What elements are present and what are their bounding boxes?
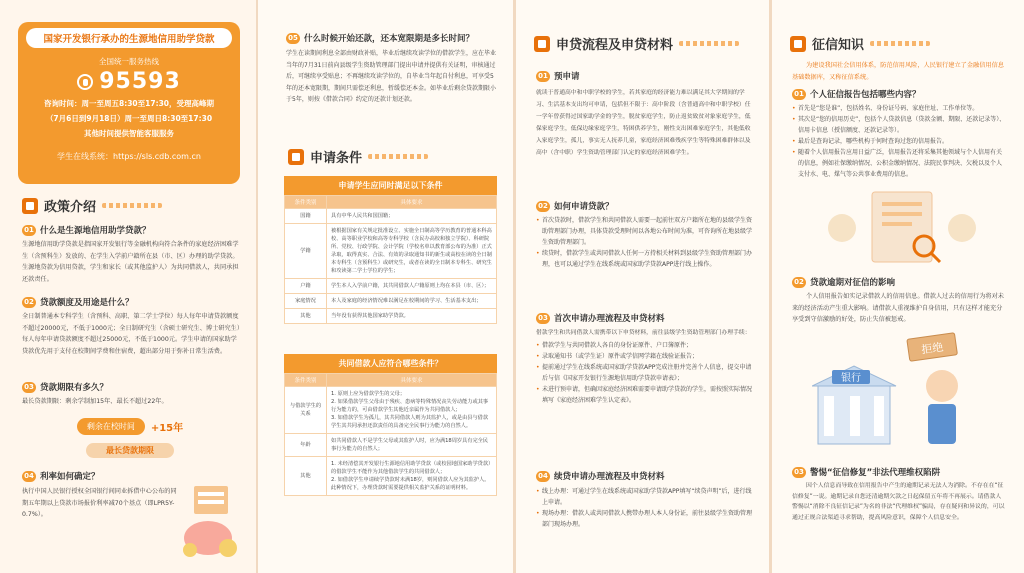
heading-decoration-3 <box>679 41 739 46</box>
table2-col-req: 具体要求 <box>327 374 497 387</box>
coborrower-conditions-table <box>284 354 497 496</box>
step-3-text: 借款学生和共同借款人需携带以下申贷材料，前往县级学生资助管理部门办理手续： <box>536 330 751 336</box>
table2-title: 共同借款人应符合哪些条件？ <box>284 354 497 373</box>
panel-policy <box>0 0 256 573</box>
table2-col-type: 条件类别 <box>285 374 327 387</box>
hotline-card <box>18 22 240 184</box>
loan-term-diagram <box>40 418 220 457</box>
credit-answer-3: 因个人信息而导致在信用报告中产生的逾期记录无法人为消除。不存在在“征信修复”一说。逾期记录自您还清逾期欠款之日起保留五年将不再展示。请借款人警惕以“消除不良征信记录”为名的非法“代理维权”骗局，存在疑问和异议的，可以通过正规合法渠道寻求帮助，提高风险意识，保障个人信息安全。 <box>792 483 1005 521</box>
process-heading-text: 申贷流程及申贷材料 <box>556 38 674 53</box>
bank-sign: 银行 <box>841 373 861 384</box>
step-2: 02 如何申请贷款？ <box>536 200 752 212</box>
table-row: 年龄 如共同借款人不是学生父母或其监护人时，应为满18周岁具有完全民事行为能力的自然人； <box>285 434 497 457</box>
hours-line-1: 咨询时间：周一至周五8:30至17:30，受理高峰期 <box>43 99 215 108</box>
remaining-time-pill: 剩余在校时间 <box>77 418 145 435</box>
conditions-heading-text: 申请条件 <box>310 151 363 166</box>
credit-report-illustration <box>812 188 992 266</box>
question-3: 03 贷款期限有多久？ <box>22 381 240 393</box>
answer-3: 最长贷款期限：剩余学制加15年、最长不超过22年。 <box>22 398 168 405</box>
list-item: • 其次是“您的信用历史”，包括个人贷款信息（贷款金额、期限、还款记录等）、信用卡信息（授信额度、还款记录等）。 <box>792 114 1006 136</box>
step-1: 01 预申请 <box>536 70 752 82</box>
list-item: • 借款学生与共同借款人各自的身份证原件、户口簿原件； <box>536 340 752 351</box>
credit-intro: 为建设我国社会信用体系，防范信用风险，人民银行建立了金融信用信息基础数据库，又称征信系统。 <box>792 62 1004 81</box>
table1-title: 申请学生应同时满足以下条件 <box>284 176 497 195</box>
phone-icon <box>77 74 93 90</box>
heading-decoration-2 <box>368 154 428 159</box>
panel-process <box>516 0 769 573</box>
table1-col-req: 具体要求 <box>327 196 497 209</box>
answer-1: 生源地信用助学贷款是指国家开发银行等金融机构向符合条件的家庭经济困难学生（含预科生）发放的、在学生入学前户籍所在县（市、区）办理的助学贷款。生源地贷款为信用贷款，学生和家长（或其他监护人）为共同借款人，共同承担还款责任。 <box>22 241 239 283</box>
credit-question-1: 01 个人征信报告包括哪些内容？ <box>792 88 1006 100</box>
hotline-number[interactable]: 95593 <box>99 69 181 94</box>
table-row: 学籍 被根据国家有关规定批准设立、实施全日制高等学历教育的普通本科高校、高等职业学校和高等专科学校（含民办高校和独立学院）、科研院所、党校、行政学院、会计学院（学校名单以教育部公布的为准）正式录取，取得真实、合法、有效的录取通知书的新生或高校在读的全日制本专科生（含预科生）或研究生，或者在读的全日制本专科生、研究生和攻读第二学士学位的学生； <box>285 224 497 279</box>
table1-col-type: 条件类别 <box>285 196 327 209</box>
credit-answer-2: 个人信用报告如实记录借款人的信用信息。借款人过去的信用行为将对未来的经济活动产生重大影响。请借款人重视维护自身信用，只有这样才能充分享受到守信激励的好处，防止失信被惩戒。 <box>792 293 1004 323</box>
list-item: • 首先是“您是谁”，包括姓名、身份证号码、家庭住址、工作单位等。 <box>792 103 1006 114</box>
heading-decoration <box>102 203 162 208</box>
credit-heading <box>790 34 930 53</box>
question-1: 01 什么是生源地信用助学贷款？ <box>22 224 240 236</box>
step-1-text: 就读于普通高中和中职学校的学生，若其家庭的经济能力难以满足其大学期间的学习、生活基本支出均可申请，包括但不限于：高中阶段（含普通高中和中职学校）任一学年曾获得过国家助学金的学生，脱贫家庭学生，防止返贫致贫对象家庭学生，低保家庭学生，低保边缘家庭学生，特困供养学生，刚性支出困难家庭学生，其他低收入家庭学生，孤儿，事实无人抚养儿童，家庭经济困难残疾学生等特殊困难群体以及高中（含中职）学生资助管理部门认定的家庭经济困难学生。 <box>536 90 751 156</box>
list-item: • 未进行预申请，但确因家庭经济困难需要申请助学贷款的学生，需按照实际情况填写《家庭经济困难学生认定表》。 <box>536 384 752 406</box>
credit-heading-text: 征信知识 <box>812 38 865 53</box>
pen-icon <box>288 149 304 165</box>
table-row: 其他 1. 未经清偿其开发银行生源地信用助学贷款（或校园地国家助学贷款）的借款学生不能作为其他借款学生的共同借款人； 2. 如借款学生申请续学贷款时未满18岁，则同借款人应为其监护人。此种情况下，办理贷款时需要提供相关监护关系的证明材料。 <box>285 457 497 496</box>
process-heading <box>534 34 739 53</box>
list-item: • 录取通知书（或学生证）原件或学信网学籍在线验证报告； <box>536 351 752 362</box>
question-5: 05 什么时候开始还款，还本宽限期是多长时间？ <box>286 32 496 44</box>
answer-2: 全日制普通本专科学生（含预科、高职、第二学士学位）每人每年申请贷款额度不超过20000元，不低于1000元；全日制研究生（含硕士研究生、博士研究生）每人每年申请贷款额度不超过25000元，不低于1000元。学生申请的国家助学贷款优先用于支付在校期间学费和住宿费，超出部分用于弥补日常生活费。 <box>22 313 240 355</box>
table-row: 与借款学生的关系 1. 原则上应为借款学生的父母； 2. 如果借款学生父母由于残疾、患病等特殊情况丧失劳动能力或其事行为能力的，可由借款学生其他近亲属作为共同借款人； 3. 如借款学生为孤儿，其共同借款人则为其监护人，或是由县与借款学生其共同承担还款责任的具备完全民事行为能力的自然人。 <box>285 387 497 434</box>
student-conditions-table <box>284 176 497 324</box>
panel-repayment-conditions <box>258 0 513 573</box>
list-item: • 最后是查询记录，哪些机构于何时查询过您的信用报告。 <box>792 136 1006 147</box>
piggy-bank-illustration <box>176 482 246 562</box>
step-2-text: • 首次贷款时，借款学生和共同借款人需要一起前往双方户籍所在地的县级学生资助管理部门办理，具体贷款受理时间以各地公布时间为准，可咨询所在地县级学生资助管理部门。 <box>536 215 752 248</box>
answer-5: 学生在读期间利息全部由财政补贴，毕业后继续攻读学位的借款学生，应在毕业当年的7月31日前向县级学生资助管理部门提出申请并提供有关证明，审核通过后，可继续享受贴息；不再继续攻读学位的，自毕业当年起自付利息，可享受5年的还本宽限期，期间只需偿还利息，暂缓偿还本金。如毕业后剩余贷款期限小于5年，则按《借款合同》约定的还款计划还款。 <box>286 50 497 103</box>
policy-heading-text: 政策介绍 <box>44 200 97 215</box>
online-system-link[interactable]: 学生在线系统：https://sls.cdb.com.cn <box>57 152 201 161</box>
step-2-text-b: • 续贷时，借款学生或共同借款人任何一方持相关材料到县级学生资助管理部门办理，也可以通过学生在线系统或国家助学贷款APP进行线上操作。 <box>536 248 752 270</box>
panel-credit <box>772 0 1024 573</box>
shield-icon <box>790 36 806 52</box>
hotline-label: 全国统一服务热线 <box>99 57 159 66</box>
table-row: 户籍 学生本人入学前户籍，其共同借款人户籍原则上均在本县（市、区）； <box>285 279 497 294</box>
step-4: 04 续贷申请办理流程及申贷材料 <box>536 470 752 482</box>
heading-decoration-4 <box>870 41 930 46</box>
hand-icon <box>534 36 550 52</box>
table-row: 其他 当年没有获得其他国家助学贷款。 <box>285 309 497 324</box>
list-item: • 随着个人信用报告应用日益广泛，信用报告还将采集其他领域与个人信用有关的信息，例如社保缴纳情况、公积金缴纳情况、法院民事判决、欠税以及个人支付水、电、煤气等公共事业费用的信息。 <box>792 147 1006 180</box>
policy-heading <box>22 196 162 215</box>
table-row: 家庭情况 本人及家庭的经济情况难以满足在校期间的学习、生活基本支出； <box>285 294 497 309</box>
table-row: 国籍 具有中华人民共和国国籍； <box>285 209 497 224</box>
credit-question-2: 02 贷款逾期对征信的影响 <box>792 276 1006 288</box>
credit-question-3: 03 警惕“征信修复”非法代理维权陷阱 <box>792 466 1006 478</box>
hours-line-3: 其他时间提供智能客服服务 <box>84 129 174 138</box>
list-item: • 现场办理：借款人或共同借款人携带办理人本人身份证，前往县级学生资助管理部门现场办理。 <box>536 508 752 530</box>
question-4: 04 利率如何确定？ <box>22 470 182 482</box>
answer-4: 执行中国人民银行授权全国银行间同业拆借中心公布的同期五年期以上贷款市场报价利率减70个基点（即LPR5Y-0.7%）。 <box>22 488 177 518</box>
hours-line-2: （7月6日到9月18日）周一至周日8:30至17:30 <box>45 114 213 123</box>
question-2: 02 贷款额度及用途是什么？ <box>22 296 240 308</box>
conditions-heading <box>288 147 428 166</box>
list-item: • 提前通过学生在线系统或国家助学贷款APP完成注册并完善个人信息，提交申请后与信《国家开发银行生源地信用助学贷款申请表》； <box>536 362 752 384</box>
list-item: • 线上办理：可通过学生在线系统或国家助学贷款APP填写“续贷声明”后，进行线上申请。 <box>536 486 752 508</box>
document-icon <box>22 198 38 214</box>
max-term-pill: 最长贷款期限 <box>86 443 174 458</box>
plus-15-years: +15年 <box>150 423 184 434</box>
step-3: 03 首次申请办理流程及申贷材料 <box>536 312 752 324</box>
bank-illustration <box>812 326 992 456</box>
hero-title: 国家开发银行承办的生源地信用助学贷款 <box>26 28 232 48</box>
reject-sign: 拒绝 <box>920 340 945 357</box>
